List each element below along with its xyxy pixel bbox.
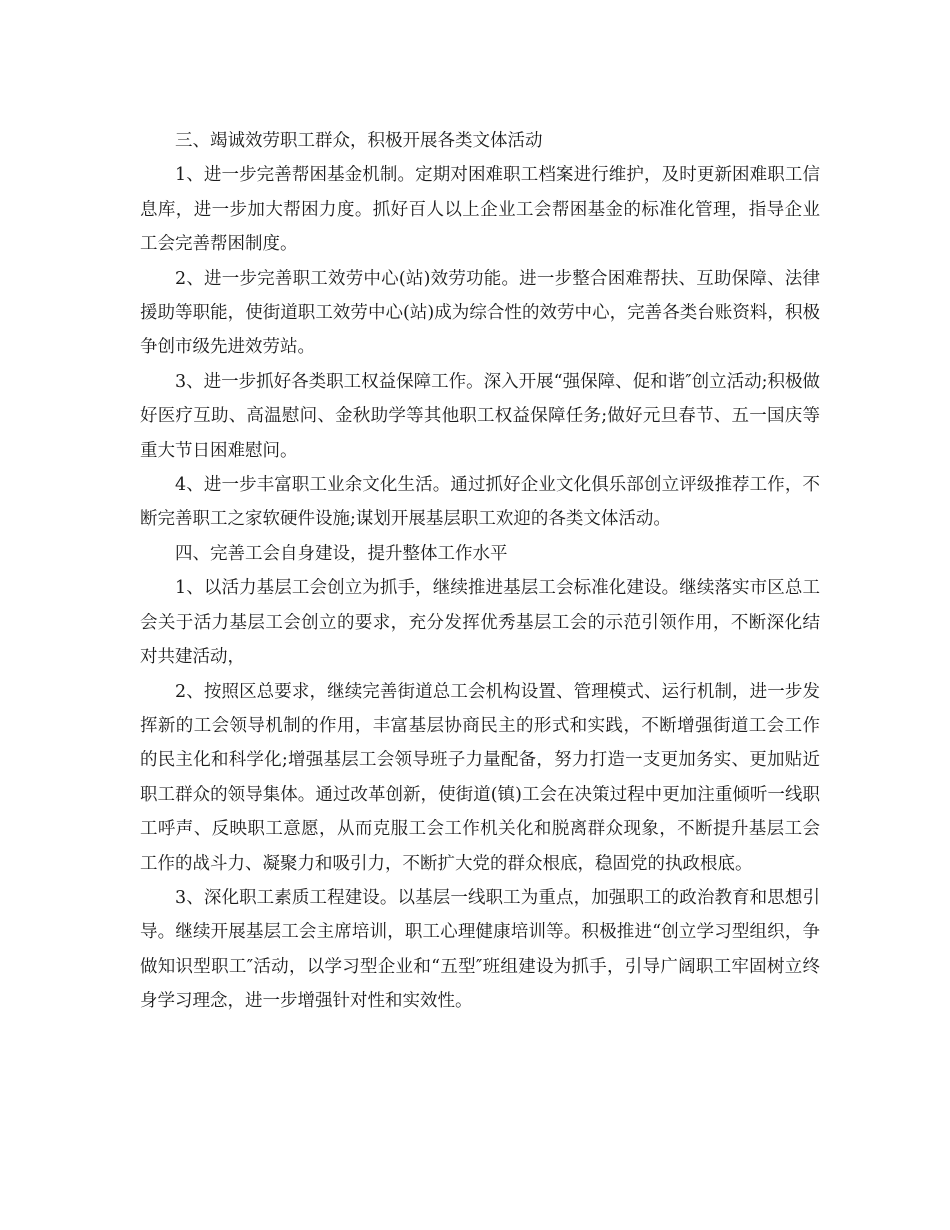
document-body [140,124,820,1019]
section-heading-3: 三、竭诚效劳职工群众，积极开展各类文体活动 [175,131,543,151]
paragraph-3-4: 4、进一步丰富职工业余文化生活。通过抓好企业文化俱乐部创立评级推荐工作，不断完善职工之家软硬件设施;谋划开展基层职工欢迎的各类文体活动。 [140,475,820,530]
paragraph-4-2: 2、按照区总要求，继续完善街道总工会机构设置、管理模式、运行机制，进一步发挥新的工会领导机制的作用，丰富基层协商民主的形式和实践，不断增强街道工会工作的民主化和科学化;增强基层工会领导班子力量配备，努力打造一支更加务实、更加贴近职工群众的领导集体。通过改革创新，使街道(镇)工会在决策过程中更加注重倾听一线职工呼声、反映职工意愿，从而克服工会工作机关化和脱离群众现象，不断提升基层工会工作的战斗力、凝聚力和吸引力，不断扩大党的群众根底，稳固党的执政根底。 [140,681,820,874]
paragraph-3-3: 3、进一步抓好各类职工权益保障工作。深入开展“强保障、促和谐″创立活动;积极做好医疗互助、高温慰问、金秋助学等其他职工权益保障任务;做好元旦春节、五一国庆等重大节日困难慰问。 [140,371,821,461]
paragraph-3-2: 2、进一步完善职工效劳中心(站)效劳功能。进一步整合困难帮扶、互助保障、法律援助等职能，使街道职工效劳中心(站)成为综合性的效劳中心，完善各类台账资料，积极争创市级先进效劳站。 [140,268,820,358]
paragraph-4-1: 1、以活力基层工会创立为抓手，继续推进基层工会标准化建设。继续落实市区总工会关于活力基层工会创立的要求，充分发挥优秀基层工会的示范引领作用，不断深化结对共建活动， [140,578,820,668]
paragraph-3-1: 1、进一步完善帮困基金机制。定期对困难职工档案进行维护，及时更新困难职工信息库，进一步加大帮困力度。抓好百人以上企业工会帮困基金的标准化管理，指导企业工会完善帮困制度。 [140,165,820,255]
paragraph-4-3: 3、深化职工素质工程建设。以基层一线职工为重点，加强职工的政治教育和思想引导。继续开展基层工会主席培训，职工心理健康培训等。积极推进“创立学习型组织，争做知识型职工″活动，以学习型企业和“五型″班组建设为抓手，引导广阔职工牢固树立终身学习理念，进一步增强针对性和实效性。 [140,887,820,1012]
section-heading-4: 四、完善工会自身建设，提升整体工作水平 [175,543,508,564]
